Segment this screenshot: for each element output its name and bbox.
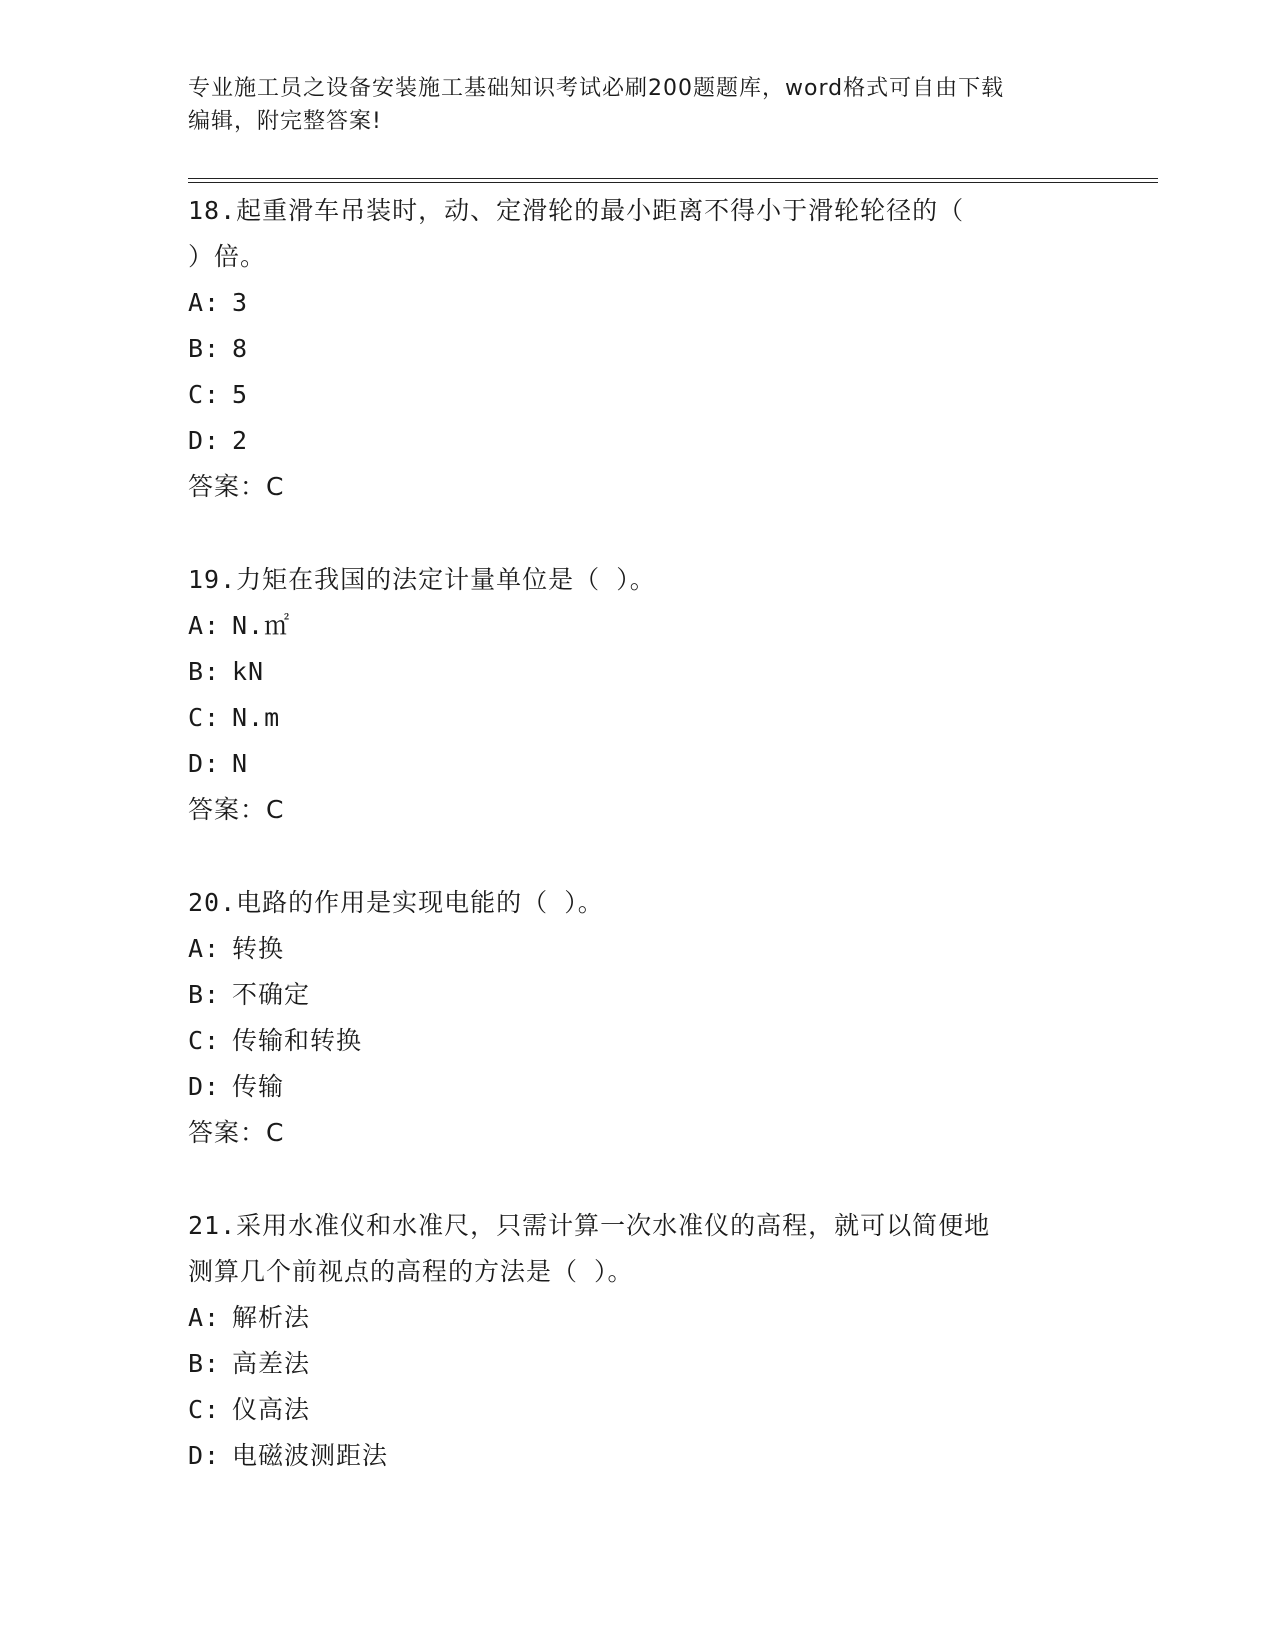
option-b (188, 1341, 1088, 1387)
question-text: 20.电路的作用是实现电能的（ ）。 (188, 888, 604, 917)
option-letter: C: (188, 380, 221, 409)
option-letter: A: (188, 288, 221, 317)
option-c (188, 695, 1088, 741)
answer-label: 答案：C (188, 795, 285, 824)
option-text: 不确定 (232, 980, 311, 1009)
option-b (188, 649, 1088, 695)
option-letter: B: (188, 1349, 221, 1378)
option-letter: B: (188, 980, 221, 1009)
option-letter: A: (188, 934, 221, 963)
option-d (188, 1064, 1088, 1110)
option-text: 3 (232, 288, 249, 317)
question-text: 21.采用水准仪和水准尺，只需计算一次水准仪的高程，就可以简便地 测算几个前视点的高程的方法是（ ）。 (188, 1211, 991, 1286)
option-text: 8 (232, 334, 249, 363)
question-19 (188, 557, 1088, 833)
question-18 (188, 188, 1088, 510)
header-divider-top (188, 178, 1158, 179)
option-d (188, 741, 1088, 787)
option-text: 高差法 (232, 1349, 311, 1378)
option-text: 转换 (232, 934, 285, 963)
question-text: 19.力矩在我国的法定计量单位是（ ）。 (188, 565, 656, 594)
option-text: 传输和转换 (232, 1026, 363, 1055)
question-list (188, 188, 1088, 1526)
option-d (188, 1433, 1088, 1479)
option-b (188, 326, 1088, 372)
option-letter: B: (188, 334, 221, 363)
option-d (188, 418, 1088, 464)
option-letter: D: (188, 749, 221, 778)
option-a (188, 1295, 1088, 1341)
header-line-2: 编辑，附完整答案! (188, 109, 382, 134)
option-text: kN (232, 657, 265, 686)
option-text: N (232, 749, 249, 778)
option-text: 解析法 (232, 1303, 311, 1332)
option-text: 电磁波测距法 (232, 1441, 389, 1470)
option-text: N.m (232, 703, 281, 732)
question-20 (188, 880, 1088, 1156)
option-b (188, 972, 1088, 1018)
option-c (188, 1018, 1088, 1064)
option-text: 仪高法 (232, 1395, 311, 1424)
option-text: 2 (232, 426, 249, 455)
option-letter: B: (188, 657, 221, 686)
option-letter: D: (188, 1441, 221, 1470)
option-letter: D: (188, 1072, 221, 1101)
option-a (188, 280, 1088, 326)
option-text: 传输 (232, 1072, 285, 1101)
option-letter: C: (188, 1395, 221, 1424)
option-text: 5 (232, 380, 249, 409)
option-text: N.㎡ (232, 611, 291, 640)
option-letter: A: (188, 611, 221, 640)
option-letter: C: (188, 703, 221, 732)
header-divider-bottom (188, 182, 1158, 183)
answer-label: 答案：C (188, 472, 285, 501)
question-21 (188, 1203, 1088, 1479)
option-letter: D: (188, 426, 221, 455)
option-a (188, 926, 1088, 972)
option-letter: C: (188, 1026, 221, 1055)
answer-label: 答案：C (188, 1118, 285, 1147)
document-header (188, 72, 1088, 138)
option-a (188, 603, 1088, 649)
header-line-1: 专业施工员之设备安装施工基础知识考试必刷200题题库，word格式可自由下载 (188, 76, 1005, 101)
question-text: 18.起重滑车吊装时，动、定滑轮的最小距离不得小于滑轮轮径的（ ）倍。 (188, 196, 965, 271)
option-letter: A: (188, 1303, 221, 1332)
option-c (188, 1387, 1088, 1433)
option-c (188, 372, 1088, 418)
